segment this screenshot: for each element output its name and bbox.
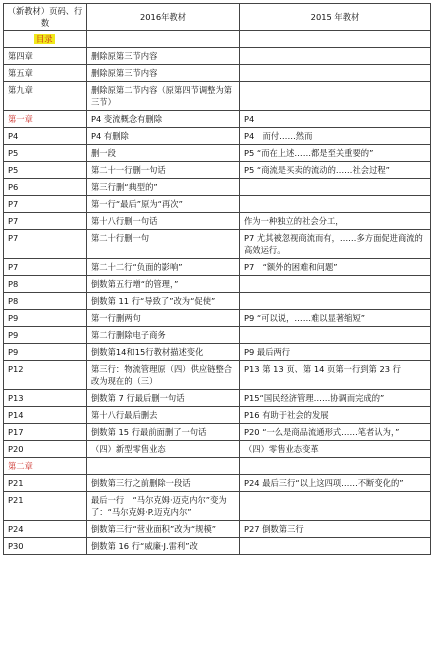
- row-2015: P20 “一么是商品流通形式……笔者认为，”: [240, 424, 431, 441]
- row-label: P9: [4, 310, 87, 327]
- row-2016: 第十八行删一句话: [87, 213, 240, 230]
- table-row: [4, 48, 431, 65]
- section-label-chapter-2: 第二章: [4, 458, 87, 475]
- row-label: P8: [4, 276, 87, 293]
- row-2016: 倒数第 15 行最前面删了一句话: [87, 424, 240, 441]
- row-label: P14: [4, 407, 87, 424]
- row-2016: 第三行删“典型的”: [87, 179, 240, 196]
- section-label-toc: 目录: [36, 34, 53, 44]
- row-2015: P4 而付……然而: [240, 128, 431, 145]
- row-2015: P7 尤其被忽视商流而有，……多方面促进商流的高效运行。: [240, 230, 431, 259]
- table-row: [4, 521, 431, 538]
- table-row: [4, 179, 431, 196]
- table-row: [4, 259, 431, 276]
- row-2015: [240, 276, 431, 293]
- row-2016: 倒数第 16 行“威廉·J.雷利”改: [87, 538, 240, 555]
- row-2015: [240, 327, 431, 344]
- table-row: [4, 475, 431, 492]
- row-label: 第五章: [4, 65, 87, 82]
- row-label: P7: [4, 196, 87, 213]
- header-row: [4, 4, 431, 31]
- row-2015: P27 倒数第三行: [240, 521, 431, 538]
- table-row: [4, 162, 431, 179]
- row-2015: [240, 492, 431, 521]
- table-row: [4, 65, 431, 82]
- header-col1: （新教材）页码、行数: [4, 4, 87, 31]
- row-2015: [240, 82, 431, 111]
- row-label: P21: [4, 475, 87, 492]
- row-2015: [240, 196, 431, 213]
- table-row: [4, 128, 431, 145]
- table-row: [4, 111, 431, 128]
- table-row: [4, 31, 431, 48]
- row-2015: [240, 31, 431, 48]
- row-2016: 第十八行最后删去: [87, 407, 240, 424]
- row-label: [4, 31, 87, 48]
- table-row: [4, 293, 431, 310]
- row-2016: 倒数第 7 行最后删一句话: [87, 390, 240, 407]
- row-2015: [240, 48, 431, 65]
- row-2016: 删除原第三节内容: [87, 65, 240, 82]
- header-col3: 2015 年教材: [240, 4, 431, 31]
- table-row: [4, 213, 431, 230]
- row-2016: [87, 31, 240, 48]
- section-label-chapter-1: 第一章: [4, 111, 87, 128]
- comparison-table: [3, 3, 431, 555]
- row-label: P5: [4, 145, 87, 162]
- table-row: [4, 344, 431, 361]
- table-row: [4, 458, 431, 475]
- row-2015: [240, 458, 431, 475]
- row-2015: [240, 179, 431, 196]
- row-label: P9: [4, 327, 87, 344]
- row-2016: 第二行删除电子商务: [87, 327, 240, 344]
- table-row: [4, 407, 431, 424]
- table-row: [4, 82, 431, 111]
- row-2015: P5 “商流是买卖的流动的……社会过程”: [240, 162, 431, 179]
- table-row: [4, 196, 431, 213]
- row-2016: 第二十行删一句: [87, 230, 240, 259]
- row-2016: [87, 458, 240, 475]
- table-row: [4, 276, 431, 293]
- row-label: P7: [4, 213, 87, 230]
- row-2015: [240, 538, 431, 555]
- row-2016: 倒数第三行之前删除一段话: [87, 475, 240, 492]
- row-label: P13: [4, 390, 87, 407]
- row-2016: 倒数第五行增“的管理，”: [87, 276, 240, 293]
- row-2016: P4 有删除: [87, 128, 240, 145]
- row-2015: [240, 65, 431, 82]
- row-2016: 第三行：物流管理原（四）供应链整合改为现在的（三）: [87, 361, 240, 390]
- row-label: P5: [4, 162, 87, 179]
- table-row: [4, 327, 431, 344]
- row-2016: 删除原第三节内容: [87, 48, 240, 65]
- row-2016: 删一段: [87, 145, 240, 162]
- row-2016: 删除原第二节内容（原第四节调整为第三节）: [87, 82, 240, 111]
- row-2015: P16 有助于社会的发展: [240, 407, 431, 424]
- row-2016: 第一行删两句: [87, 310, 240, 327]
- table-row: [4, 492, 431, 521]
- table-row: [4, 230, 431, 259]
- row-label: P8: [4, 293, 87, 310]
- row-label: 第四章: [4, 48, 87, 65]
- row-label: 第九章: [4, 82, 87, 111]
- row-2016: 最后一行 “马尔克姆·迈克内尔”变为了：“马尔克姆·P.迈克内尔”: [87, 492, 240, 521]
- row-label: P6: [4, 179, 87, 196]
- row-label: P7: [4, 230, 87, 259]
- table-row: [4, 310, 431, 327]
- table-row: [4, 424, 431, 441]
- row-label: P17: [4, 424, 87, 441]
- row-label: P9: [4, 344, 87, 361]
- row-2016: （四）新型零售业态: [87, 441, 240, 458]
- row-label: P12: [4, 361, 87, 390]
- row-2016: 倒数第三行“营业面积”改为“规模”: [87, 521, 240, 538]
- row-label: P7: [4, 259, 87, 276]
- table-row: [4, 145, 431, 162]
- row-2016: 倒数第14和15行教材描述变化: [87, 344, 240, 361]
- row-2015: P4: [240, 111, 431, 128]
- table-row: [4, 361, 431, 390]
- row-2015: [240, 293, 431, 310]
- header-col2: 2016年教材: [87, 4, 240, 31]
- row-2015: P15“国民经济管理……协调而完成的”: [240, 390, 431, 407]
- table-row: [4, 538, 431, 555]
- row-label: P21: [4, 492, 87, 521]
- table-row: [4, 390, 431, 407]
- row-label: P20: [4, 441, 87, 458]
- row-2016: 第二十一行删一句话: [87, 162, 240, 179]
- row-2016: 第一行“最后”原为“再次”: [87, 196, 240, 213]
- row-2015: P7 “额外的困难和问题”: [240, 259, 431, 276]
- row-2016: P4 变流概念有删除: [87, 111, 240, 128]
- row-2015: （四）零售业态变革: [240, 441, 431, 458]
- row-2016: 倒数第 11 行“导致了”改为“促使”: [87, 293, 240, 310]
- row-label: P4: [4, 128, 87, 145]
- row-label: P30: [4, 538, 87, 555]
- table-row: [4, 441, 431, 458]
- row-2015: 作为一种独立的社会分工，: [240, 213, 431, 230]
- row-label: P24: [4, 521, 87, 538]
- row-2015: P24 最后三行“以上这四项……不断变化的”: [240, 475, 431, 492]
- row-2015: P9 最后两行: [240, 344, 431, 361]
- row-2015: P9 “可以说，……难以显著缩短”: [240, 310, 431, 327]
- row-2015: P5 “而在上述……都是至关重要的”: [240, 145, 431, 162]
- row-2016: 第二十二行“负面的影响”: [87, 259, 240, 276]
- row-2015: P13 第 13 页、第 14 页第一行到第 23 行: [240, 361, 431, 390]
